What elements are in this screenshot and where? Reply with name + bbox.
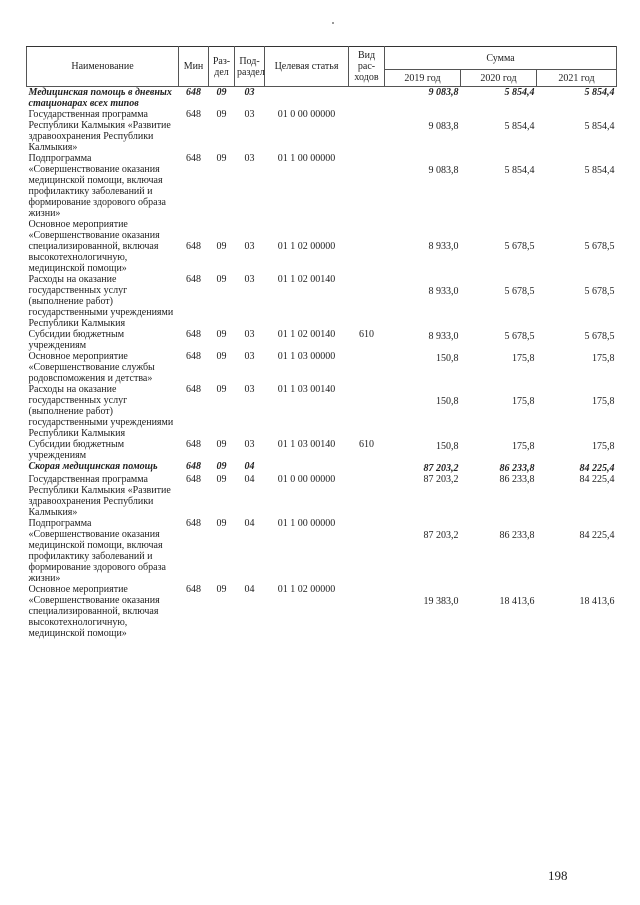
row-sum-2019: 19 383,0	[423, 596, 459, 607]
row-sum-2020: 5 678,5	[504, 286, 535, 297]
page-number: 198	[548, 868, 568, 883]
row-podrazdel: 03	[244, 439, 255, 450]
row-min: 648	[186, 384, 201, 395]
row-name: Скорая медицинская помощь	[28, 461, 158, 472]
row-sum-2020: 18 413,6	[499, 596, 535, 607]
row-podrazdel: 03	[244, 241, 255, 252]
row-podrazdel: 03	[244, 87, 255, 98]
row-razdel: 09	[216, 461, 227, 472]
row-sum-2019: 8 933,0	[428, 286, 459, 297]
row-razdel: 09	[216, 274, 227, 285]
row-sum-2019: 9 083,8	[428, 121, 459, 132]
row-vid: 610	[359, 329, 374, 340]
row-sum-2021: 5 854,4	[584, 121, 615, 132]
row-name: Основное мероприятие «Совершенствование оказания специализированной, включая высокотехнологичную, медицинской помощи»	[28, 219, 160, 274]
row-sum-2021: 84 225,4	[579, 474, 615, 485]
budget-table	[26, 46, 617, 639]
row-sum-2020: 86 233,8	[499, 530, 535, 541]
row-name: Государственная программа Республики Калмыкия «Развитие здравоохранения Республики Калмыкия»	[28, 474, 171, 518]
row-podrazdel: 03	[244, 384, 255, 395]
row-name: Расходы на оказание государственных услуг (выполнение работ) государственными учреждениями Республики Калмыкия	[28, 384, 174, 439]
header-year-2019: 2019 год	[385, 70, 461, 87]
row-vid	[349, 584, 385, 639]
row-vid	[349, 351, 385, 384]
row-razdel: 09	[216, 518, 227, 529]
row-podrazdel: 03	[244, 351, 255, 362]
row-sum-2020: 5 678,5	[504, 241, 535, 252]
row-sum-2021: 5 854,4	[584, 87, 615, 98]
row-min: 648	[186, 518, 201, 529]
row-vid	[349, 384, 385, 439]
row-name: Расходы на оказание государственных услуг (выполнение работ) государственными учреждениями Республики Калмыкия	[28, 274, 174, 329]
table-body	[27, 87, 617, 640]
row-target: 01 1 03 00140	[277, 439, 336, 450]
header-razdel: Раз- дел	[209, 47, 235, 87]
row-razdel: 09	[216, 87, 227, 98]
table-row	[27, 461, 617, 474]
row-podrazdel: 04	[244, 474, 255, 485]
row-sum-2021: 84 225,4	[579, 463, 615, 474]
row-vid	[349, 461, 385, 474]
row-sum-2021: 5 678,5	[584, 241, 615, 252]
row-sum-2020: 5 854,4	[504, 165, 535, 176]
row-target: 01 1 00 00000	[277, 153, 336, 164]
row-razdel: 09	[216, 439, 227, 450]
row-sum-2020: 86 233,8	[499, 463, 535, 474]
row-sum-2019: 8 933,0	[428, 241, 459, 252]
row-razdel: 09	[216, 474, 227, 485]
row-sum-2021: 84 225,4	[579, 530, 615, 541]
row-sum-2021: 18 413,6	[579, 596, 615, 607]
row-vid	[349, 518, 385, 584]
row-name: Основное мероприятие «Совершенствование оказания специализированной, включая высокотехнологичную, медицинской помощи»	[28, 584, 160, 639]
table-row	[27, 351, 617, 384]
row-min: 648	[186, 241, 201, 252]
header-vid: Вид рас- ходов	[349, 47, 385, 87]
row-razdel: 09	[216, 351, 227, 362]
row-sum-2021: 175,8	[592, 396, 615, 407]
row-name: Подпрограмма «Совершенствование оказания медицинской помощи, включая профилактику заболеваний и формирование здорового образа жизни»	[28, 518, 166, 584]
row-sum-2019: 150,8	[436, 441, 459, 452]
row-podrazdel: 03	[244, 274, 255, 285]
row-min: 648	[186, 584, 201, 595]
header-summa: Сумма	[385, 47, 617, 70]
row-sum-2020: 86 233,8	[499, 474, 535, 485]
table-row	[27, 87, 617, 110]
table-row	[27, 474, 617, 518]
row-min: 648	[186, 439, 201, 450]
row-target	[265, 87, 349, 110]
row-sum-2019: 87 203,2	[423, 530, 459, 541]
row-razdel: 09	[216, 584, 227, 595]
table-row	[27, 384, 617, 439]
row-target	[265, 461, 349, 474]
table-row	[27, 439, 617, 461]
row-vid	[349, 474, 385, 518]
row-target: 01 1 02 00000	[277, 584, 336, 595]
row-razdel: 09	[216, 329, 227, 340]
header-name: Наименование	[27, 47, 179, 87]
row-name: Подпрограмма «Совершенствование оказания медицинской помощи, включая профилактику заболеваний и формирование здорового образа жизни»	[28, 153, 166, 219]
row-min: 648	[186, 87, 201, 98]
row-sum-2021: 175,8	[592, 441, 615, 452]
row-vid	[349, 87, 385, 110]
table-header	[27, 47, 617, 87]
row-sum-2021: 5 854,4	[584, 165, 615, 176]
row-min: 648	[186, 274, 201, 285]
row-min: 648	[186, 474, 201, 485]
row-name: Медицинская помощь в дневных стационарах всех типов	[28, 87, 172, 109]
row-razdel: 09	[216, 153, 227, 164]
row-razdel: 09	[216, 384, 227, 395]
table-row	[27, 153, 617, 219]
row-vid: 610	[359, 439, 374, 450]
row-podrazdel: 03	[244, 329, 255, 340]
row-razdel: 09	[216, 109, 227, 120]
table-row	[27, 274, 617, 329]
row-sum-2019: 9 083,8	[428, 87, 459, 98]
row-razdel: 09	[216, 241, 227, 252]
row-target: 01 1 03 00140	[277, 384, 336, 395]
table-row	[27, 329, 617, 351]
row-vid	[349, 109, 385, 153]
scan-speck	[332, 22, 334, 24]
row-sum-2021: 5 678,5	[584, 286, 615, 297]
row-sum-2019: 87 203,2	[423, 463, 459, 474]
row-sum-2021: 5 678,5	[584, 331, 615, 342]
header-year-2021: 2021 год	[537, 70, 617, 87]
header-podrazdel: Под- раздел	[235, 47, 265, 87]
row-podrazdel: 03	[244, 153, 255, 164]
row-min: 648	[186, 351, 201, 362]
row-sum-2019: 8 933,0	[428, 331, 459, 342]
row-sum-2020: 5 854,4	[504, 87, 535, 98]
row-sum-2020: 5 678,5	[504, 331, 535, 342]
row-sum-2020: 175,8	[512, 396, 535, 407]
row-target: 01 0 00 00000	[277, 109, 336, 120]
header-year-2020: 2020 год	[461, 70, 537, 87]
row-sum-2019: 150,8	[436, 396, 459, 407]
table-row	[27, 584, 617, 639]
table-row	[27, 518, 617, 584]
row-name: Государственная программа Республики Калмыкия «Развитие здравоохранения Республики Калмыкия»	[28, 109, 171, 153]
row-sum-2020: 5 854,4	[504, 121, 535, 132]
row-name: Субсидии бюджетным учреждениям	[28, 329, 125, 351]
table-row	[27, 219, 617, 274]
row-vid	[349, 219, 385, 274]
row-min: 648	[186, 153, 201, 164]
row-name: Субсидии бюджетным учреждениям	[28, 439, 125, 461]
row-sum-2019: 150,8	[436, 353, 459, 364]
table-row	[27, 109, 617, 153]
row-target: 01 0 00 00000	[277, 474, 336, 485]
row-vid	[349, 153, 385, 219]
row-target: 01 1 00 00000	[277, 518, 336, 529]
row-min: 648	[186, 461, 201, 472]
header-target: Целевая статья	[265, 47, 349, 87]
row-sum-2021: 175,8	[592, 353, 615, 364]
row-sum-2019: 9 083,8	[428, 165, 459, 176]
row-podrazdel: 04	[244, 461, 255, 472]
header-min: Мин	[179, 47, 209, 87]
row-target: 01 1 02 00000	[277, 241, 336, 252]
row-sum-2020: 175,8	[512, 353, 535, 364]
row-sum-2020: 175,8	[512, 441, 535, 452]
row-podrazdel: 04	[244, 518, 255, 529]
row-min: 648	[186, 109, 201, 120]
row-vid	[349, 274, 385, 329]
row-name: Основное мероприятие «Совершенствование службы родовспоможения и детства»	[28, 351, 155, 384]
row-sum-2019: 87 203,2	[423, 474, 459, 485]
row-min: 648	[186, 329, 201, 340]
row-target: 01 1 03 00000	[277, 351, 336, 362]
row-target: 01 1 02 00140	[277, 329, 336, 340]
row-podrazdel: 04	[244, 584, 255, 595]
row-podrazdel: 03	[244, 109, 255, 120]
row-target: 01 1 02 00140	[277, 274, 336, 285]
